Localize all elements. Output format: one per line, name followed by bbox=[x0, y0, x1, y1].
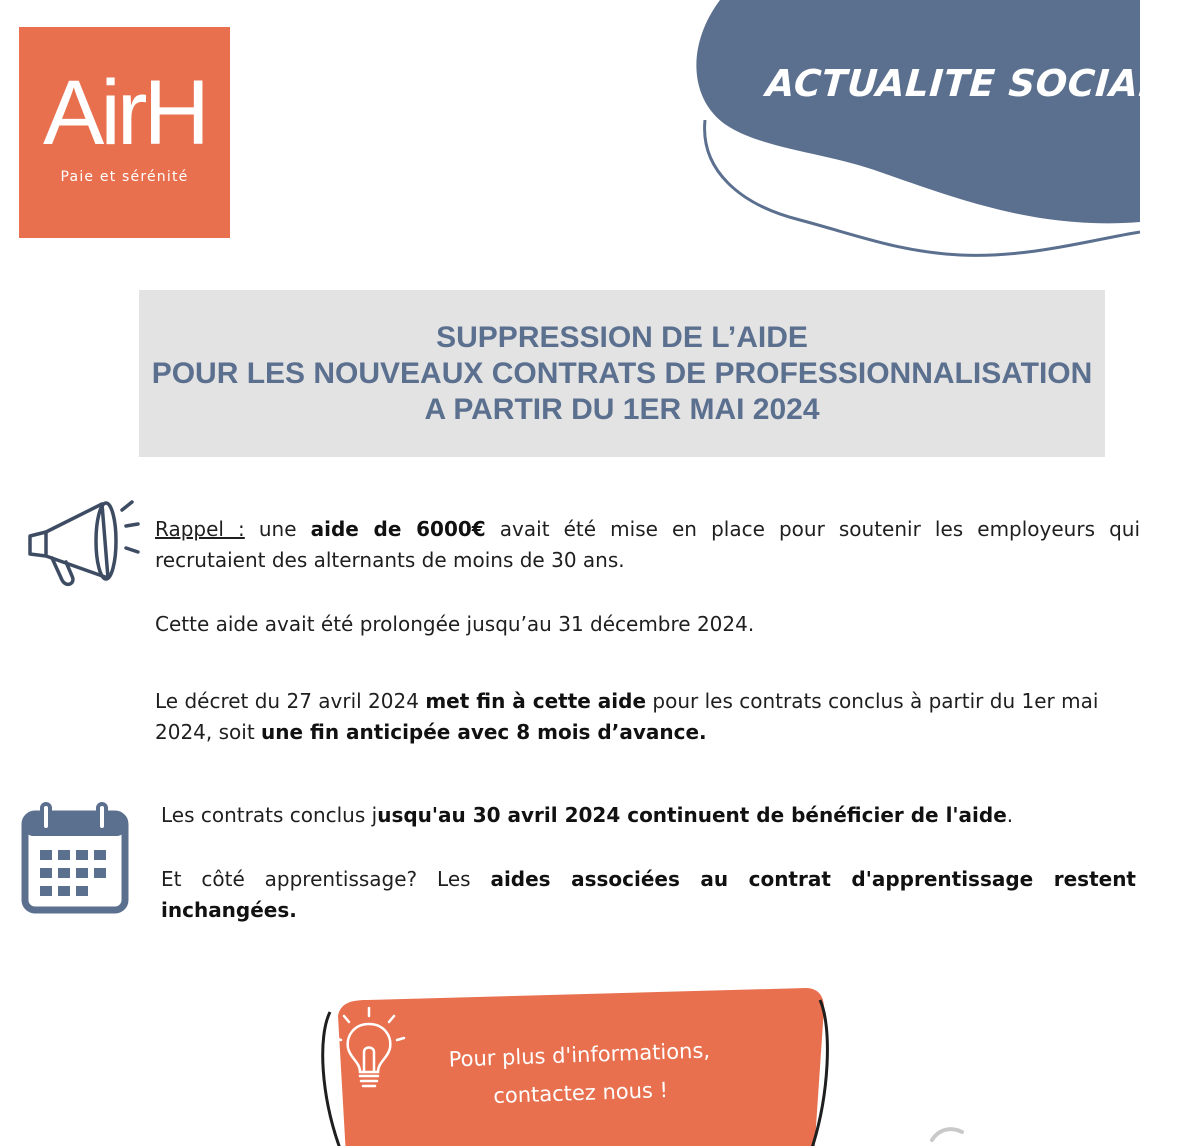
corner-ornament-icon bbox=[928, 1124, 968, 1140]
headline-line-2: POUR LES NOUVEAUX CONTRATS DE PROFESSIONNALISATION bbox=[151, 356, 1093, 390]
contrats-paragraph bbox=[161, 800, 1131, 831]
decret-bold-1: met fin à cette aide bbox=[425, 689, 647, 713]
headline-line-1: SUPPRESSION DE L’AIDE bbox=[436, 320, 808, 354]
apprentissage-text-1: Et côté apprentissage? Les bbox=[161, 867, 491, 891]
decret-text-1: Le décret du 27 avril 2024 bbox=[155, 689, 426, 713]
headline-line-3: A PARTIR DU 1ER MAI 2024 bbox=[424, 392, 820, 426]
contrats-bold-1: usqu'au 30 avril 2024 continuent de bénéficier de l'aide bbox=[377, 803, 1007, 827]
calendar-icon bbox=[20, 800, 130, 916]
logo-wordmark: AirH bbox=[43, 62, 206, 164]
cta-line-2: contactez nous ! bbox=[492, 1077, 669, 1109]
section-title: ACTUALITE SOCIALE bbox=[764, 62, 1190, 105]
company-logo bbox=[19, 27, 230, 238]
headline-box bbox=[139, 290, 1105, 457]
contrats-text-2: . bbox=[1006, 803, 1014, 827]
megaphone-icon bbox=[22, 496, 140, 590]
decret-paragraph bbox=[155, 686, 1115, 748]
cta-line-1: Pour plus d'informations, bbox=[448, 1038, 711, 1072]
lightbulb-icon bbox=[330, 1004, 408, 1096]
decret-text-2: pour les contrats conclus à partir du 1er mai 2024, soit bbox=[155, 689, 1099, 744]
contrats-text-1: Les contrats conclus j bbox=[161, 803, 378, 827]
rappel-label: Rappel : bbox=[155, 517, 245, 541]
rappel-text-2: avait été mise en place pour soutenir les employeurs qui recrutaient des alternants de moins de 30 ans. bbox=[155, 517, 1141, 572]
contact-cta-text[interactable] bbox=[419, 1030, 741, 1117]
rappel-text-1: une bbox=[244, 517, 311, 541]
apprentissage-paragraph bbox=[161, 864, 1136, 926]
apprentissage-bold-1: aides associées au contrat d'apprentissage restent inchangées. bbox=[161, 867, 1136, 922]
rappel-amount: aide de 6000€ bbox=[310, 517, 486, 541]
logo-tagline: Paie et sérénité bbox=[60, 169, 189, 185]
prolongation-paragraph: Cette aide avait été prolongée jusqu’au 31 décembre 2024. bbox=[155, 612, 755, 636]
decret-bold-2: une fin anticipée avec 8 mois d’avance. bbox=[261, 720, 707, 744]
rappel-paragraph bbox=[155, 514, 1140, 576]
